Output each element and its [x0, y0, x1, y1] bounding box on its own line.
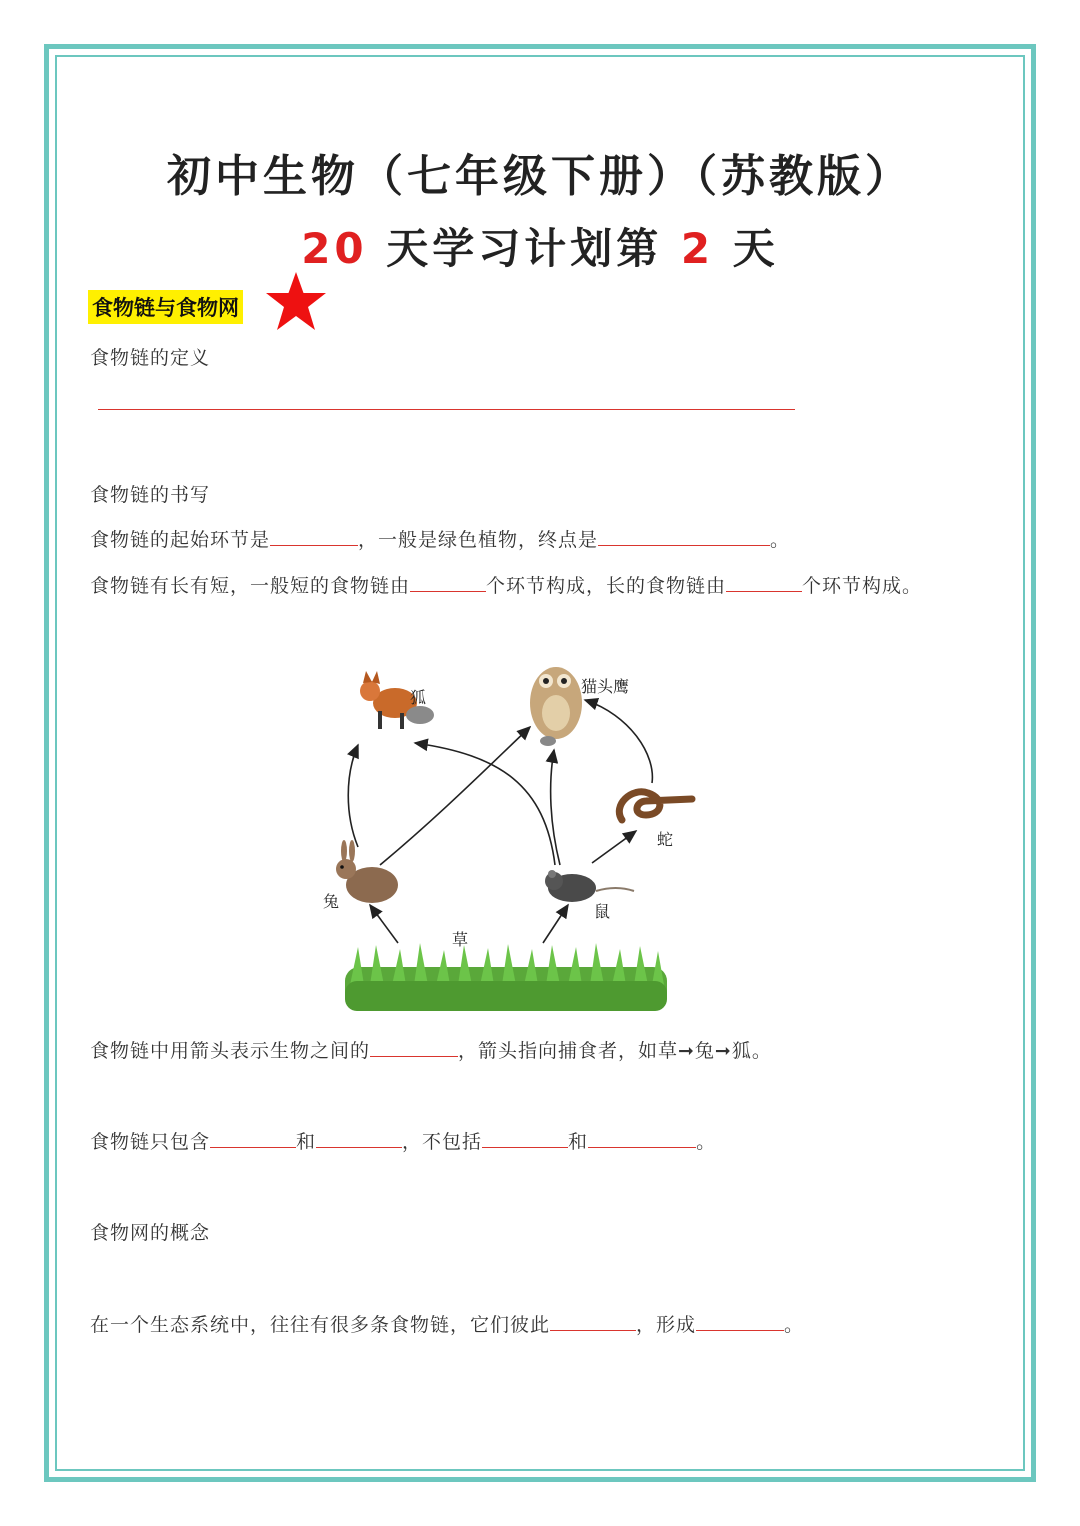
snake-image	[619, 792, 692, 820]
fill-blank[interactable]	[598, 527, 770, 546]
text-segment: ，不包括	[402, 1131, 483, 1153]
fill-blank[interactable]	[588, 1129, 696, 1148]
title-day-number: 2	[680, 224, 715, 273]
arrow-meaning-sentence	[90, 1036, 772, 1063]
fill-blank[interactable]	[270, 527, 358, 546]
fill-blank[interactable]	[482, 1129, 568, 1148]
star-icon	[264, 270, 328, 334]
mouse-image	[545, 870, 634, 902]
text-segment: 。	[696, 1131, 717, 1153]
fill-blank[interactable]	[316, 1129, 402, 1148]
title-line-2	[0, 216, 1080, 276]
text-segment: 个环节构成，长的食物链由	[486, 575, 727, 597]
title-line-1: 初中生物（七年级下册）（苏教版）	[167, 151, 913, 202]
text-segment: 食物链的起始环节是	[90, 529, 271, 551]
fill-blank[interactable]	[210, 1129, 296, 1148]
web-concept-sentence	[90, 1310, 804, 1337]
mouse-label: 鼠	[594, 902, 611, 921]
chain-start-sentence	[90, 525, 790, 552]
text-segment: 和	[568, 1131, 589, 1153]
rabbit-label: 兔	[323, 892, 340, 911]
fill-blank[interactable]	[696, 1312, 784, 1331]
text-segment: 食物链中用箭头表示生物之间的	[90, 1040, 371, 1062]
text-segment: 和	[296, 1131, 317, 1153]
chain-length-sentence	[90, 571, 922, 598]
title-end-text: 天	[732, 224, 779, 273]
web-label: 食物网的概念	[90, 1222, 211, 1244]
fill-blank[interactable]	[370, 1038, 458, 1057]
text-segment: ，形成	[636, 1314, 697, 1336]
fox-label: 狐	[410, 688, 427, 707]
text-segment: ，一般是绿色植物，终点是	[358, 529, 599, 551]
fill-blank[interactable]	[550, 1312, 636, 1331]
grass-label: 草	[452, 930, 469, 949]
text-segment: 食物链有长有短，一般短的食物链由	[90, 575, 411, 597]
text-segment: 。	[784, 1314, 805, 1336]
rabbit-image	[336, 840, 398, 903]
text-segment: ，箭头指向捕食者，如草➞兔➞狐。	[458, 1040, 772, 1062]
writing-label: 食物链的书写	[90, 484, 211, 506]
fill-blank[interactable]	[726, 573, 802, 592]
grass-image	[345, 943, 667, 1011]
title-days-number: 20	[301, 224, 368, 273]
snake-label: 蛇	[657, 830, 674, 849]
owl-label: 猫头鹰	[581, 677, 630, 696]
definition-label: 食物链的定义	[90, 347, 211, 369]
chain-contents-sentence	[90, 1127, 716, 1154]
text-segment: 个环节构成。	[802, 575, 923, 597]
fill-blank[interactable]	[410, 573, 486, 592]
text-segment: 在一个生态系统中，往往有很多条食物链，它们彼此	[90, 1314, 551, 1336]
owl-image	[530, 667, 582, 746]
text-segment: 。	[770, 529, 791, 551]
text-segment: 食物链只包含	[90, 1131, 211, 1153]
food-web-figure	[300, 655, 720, 1020]
title-middle-text: 天学习计划第	[386, 224, 663, 273]
section-heading: 食物链与食物网	[88, 290, 243, 324]
answer-line	[98, 409, 795, 410]
